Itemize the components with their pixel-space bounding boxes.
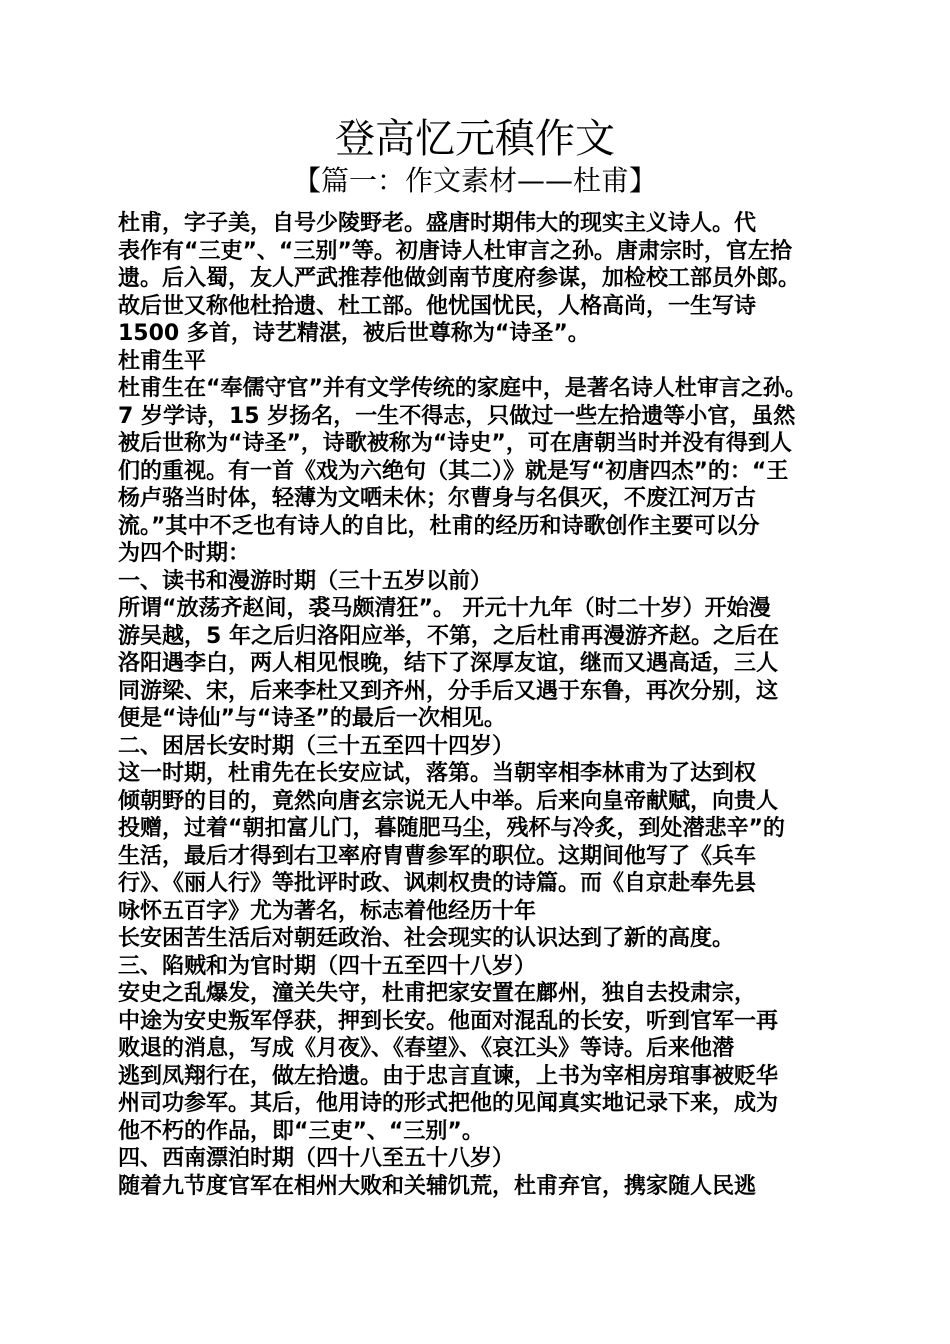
text-line: 游吴越，5 年之后归洛阳应举，不第，之后杜甫再漫游齐赵。之后在: [118, 623, 779, 649]
text-line: 被后世称为“诗圣”，诗歌被称为“诗史”，可在唐朝当时并没有得到人: [118, 431, 792, 456]
text-line: 故后世又称他杜拾遗、杜工部。他忧国忧民，人格高尚，一生写诗: [118, 293, 757, 319]
text-line: 1500 多首，诗艺精湛，被后世尊称为“诗圣”。: [118, 321, 590, 346]
text-line: 生活，最后才得到右卫率府胄曹参军的职位。这期间他写了《兵车: [118, 843, 757, 869]
text-line: 杨卢骆当时体，轻薄为文哂未休；尔曹身与名俱灭，不废江河万古: [118, 486, 757, 511]
text-line: 逃到凤翔行在，做左拾遗。由于忠言直谏，上书为宰相房琯事被贬华: [118, 1063, 779, 1089]
section-heading: 三、陷贼和为官时期（四十五至四十八岁）: [118, 953, 537, 979]
text-line: 这一时期，杜甫先在长安应试，落第。当朝宰相李林甫为了达到权: [118, 761, 757, 786]
text-line: 咏怀五百字》尤为著名，标志着他经历十年: [118, 898, 537, 924]
text-line: 中途为安史叛军俘获，押到长安。他面对混乱的长安，听到官军一再: [118, 1008, 779, 1034]
text-line: 所谓“放荡齐赵间，裘马颇清狂”。 开元十九年（时二十岁）开始漫: [118, 596, 771, 621]
section-heading: 杜甫生平: [118, 348, 207, 374]
text-line: 们的重视。有一首《戏为六绝句（其二）》就是写“初唐四杰”的：“王: [118, 458, 789, 484]
document-body: [118, 210, 858, 1200]
text-line: 投赠，过着“朝扣富儿门，暮随肥马尘，残杯与冷炙，到处潜悲辛”的: [118, 816, 785, 841]
text-line: 为四个时期：: [118, 541, 251, 566]
text-line: 杜甫，字子美，自号少陵野老。盛唐时期伟大的现实主义诗人。代: [118, 211, 757, 236]
document-title: 登高忆元稹作文: [335, 116, 615, 162]
text-line: 便是“诗仙”与“诗圣”的最后一次相见。: [118, 706, 506, 731]
text-line: 倾朝野的目的，竟然向唐玄宗说无人中举。后来向皇帝献赋，向贵人: [118, 788, 779, 814]
document-subtitle: 【篇一：作文素材——杜甫】: [292, 164, 657, 197]
section-heading: 二、困居长安时期（三十五至四十四岁）: [118, 733, 515, 759]
text-line: 流。”其中不乏也有诗人的自比，杜甫的经历和诗歌创作主要可以分: [118, 513, 760, 539]
section-heading: 一、读书和漫游时期（三十五岁以前）: [118, 568, 493, 594]
text-line: 遗。后入蜀，友人严武推荐他做剑南节度府参谋，加检校工部员外郎。: [118, 266, 801, 291]
text-line: 长安困苦生活后对朝廷政治、社会现实的认识达到了新的高度。: [118, 926, 735, 951]
text-line: 杜甫生在“奉儒守官”并有文学传统的家庭中，是著名诗人杜审言之孙。: [118, 376, 807, 401]
text-line: 州司功参军。其后，他用诗的形式把他的见闻真实地记录下来，成为: [118, 1091, 779, 1116]
text-line: 败退的消息，写成《月夜》、《春望》、《哀江头》等诗。后来他潜: [118, 1036, 735, 1061]
text-line: 同游梁、宋，后来李杜又到齐州，分手后又遇于东鲁，再次分别，这: [118, 678, 779, 704]
text-line: 行》、《丽人行》等批评时政、讽刺权贵的诗篇。而《自京赴奉先县: [118, 871, 757, 896]
text-line: 随着九节度官军在相州大败和关辅饥荒，杜甫弃官，携家随人民逃: [118, 1173, 757, 1199]
text-line: 安史之乱爆发，潼关失守，杜甫把家安置在鄜州，独自去投肃宗，: [118, 981, 757, 1006]
text-line: 洛阳遇李白，两人相见恨晚，结下了深厚友谊，继而又遇高适，三人: [118, 651, 779, 676]
text-line: 表作有“三吏”、“三别”等。初唐诗人杜审言之孙。唐肃宗时，官左拾: [118, 238, 792, 264]
text-line: 他不朽的作品，即“三吏”、“三别”。: [118, 1118, 484, 1144]
section-heading: 四、西南漂泊时期（四十八至五十八岁）: [118, 1146, 515, 1171]
text-line: 7 岁学诗，15 岁扬名，一生不得志，只做过一些左拾遗等小官，虽然: [118, 403, 796, 429]
